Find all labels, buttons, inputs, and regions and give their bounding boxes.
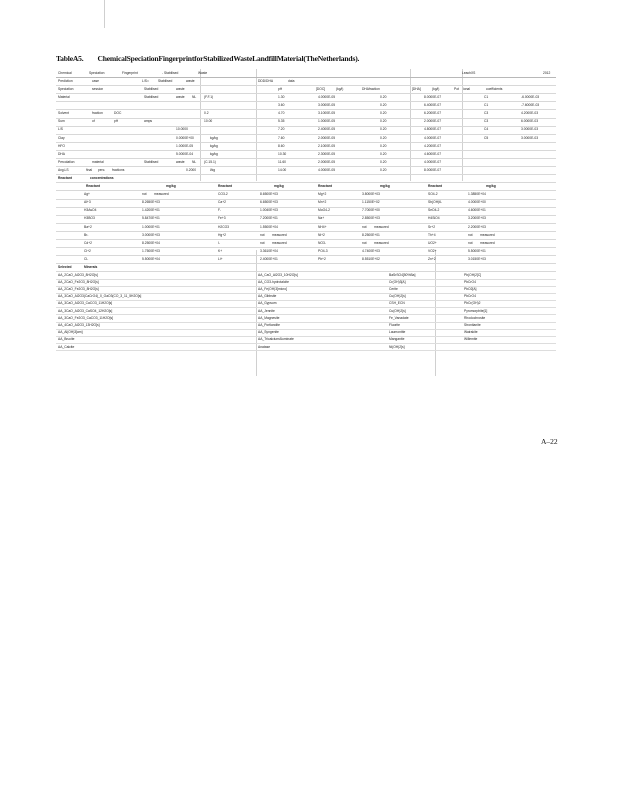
cell: 0.2000 xyxy=(186,167,197,172)
mineral-name: AA_Calcite xyxy=(58,344,75,349)
cell: Pot xyxy=(454,86,459,91)
reactant-name: H2CO3 xyxy=(218,224,229,229)
cell: 2012 xyxy=(543,70,551,75)
reactant-name: Sr+2 xyxy=(428,224,436,229)
reactant-name: Ba+2 xyxy=(84,224,92,229)
cell: mg/kg xyxy=(166,184,176,189)
cell: LeachXS xyxy=(462,70,476,75)
reactant-row xyxy=(56,191,556,199)
cell: 4.6000E-07 xyxy=(424,151,442,156)
cell: 2.3000E-05 xyxy=(318,151,336,156)
mineral-row xyxy=(56,308,556,315)
cell: 1.0000E-05 xyxy=(318,119,336,124)
reactant-row xyxy=(56,216,556,224)
mineral-row xyxy=(56,344,556,351)
mineral-row xyxy=(56,280,556,287)
mineral-name: AA_TricalciumAluminate xyxy=(258,337,294,342)
cell: 2.1000E-05 xyxy=(318,143,336,148)
cell: (C.15.1) xyxy=(204,159,216,164)
table-row xyxy=(56,167,556,175)
cell: kg/kg xyxy=(210,135,218,140)
mineral-name: BaSrSO4[50%Ba] xyxy=(389,272,416,277)
cell: 0.20 xyxy=(380,151,387,156)
cell: 4.0000E-05 xyxy=(318,95,336,100)
cell: Reactant xyxy=(86,184,100,189)
mineral-name: AA_3CaO_Al2O3_CaSO4_12H2O[s] xyxy=(58,308,113,313)
cell: 0.20 xyxy=(380,119,387,124)
cell: 3.0000E-03 xyxy=(521,135,539,140)
cell: 6.0000E-03 xyxy=(521,119,539,124)
reactant-value: measured xyxy=(154,192,169,197)
mineral-name: Wairakite xyxy=(464,330,478,335)
cell: 8.0000E-07 xyxy=(424,95,442,100)
reactant-name: SO4-2 xyxy=(428,192,438,197)
cell: 0.20 xyxy=(380,103,387,108)
cell: Waste xyxy=(198,70,208,75)
info-row xyxy=(56,78,556,86)
mineral-row xyxy=(56,337,556,344)
cell: Speciation xyxy=(89,70,105,75)
mineral-name: AA_4CaO_Al2O3_13H2O[s] xyxy=(58,323,100,328)
mineral-name: Cu(OH)2[s] xyxy=(389,308,406,313)
mineral-row xyxy=(56,294,556,301)
cell: waste xyxy=(186,78,195,83)
cell: 5.0000E-04 xyxy=(176,151,194,156)
reactant-row xyxy=(56,240,556,248)
cell: material xyxy=(92,159,104,164)
reactant-value: not xyxy=(468,232,473,237)
mineral-rows xyxy=(56,272,556,351)
cell: 10.30 xyxy=(278,151,287,156)
reactant-name: H3BO3 xyxy=(84,216,95,221)
cell: - Stabilised xyxy=(162,70,179,75)
cell: 3.0000E-05 xyxy=(318,103,336,108)
reactant-name: Hg+2 xyxy=(218,232,226,237)
reactant-name: Br- xyxy=(84,232,89,237)
cell: C1 xyxy=(484,95,489,100)
mineral-name: PbCrO4 xyxy=(464,279,476,284)
reactant-name: I- xyxy=(218,240,221,245)
mineral-name: AA_CO3-hydrotalcite xyxy=(258,279,289,284)
reactant-value: 8.2500E+01 xyxy=(362,232,380,237)
cell: l/kg xyxy=(210,167,216,172)
reactant-name: Li+ xyxy=(218,256,223,261)
cell: Chemical xyxy=(58,70,72,75)
reactant-value: 6.6500E+03 xyxy=(260,200,278,205)
cell: fraction xyxy=(92,111,103,116)
mineral-name: AA_Portlandite xyxy=(258,323,280,328)
mineral-row xyxy=(56,315,556,322)
mineral-name: Pyromorphite[1] xyxy=(464,308,488,313)
mineral-row xyxy=(56,287,556,294)
cell: (kg/l) xyxy=(432,86,440,91)
cell: C3 xyxy=(484,119,489,124)
cell: 8.60 xyxy=(278,143,285,148)
cell: 1.0000E-05 xyxy=(176,143,194,148)
cell: Solvent xyxy=(58,111,69,116)
cell: 2.4000E-05 xyxy=(318,127,336,132)
cell: Stabilised xyxy=(144,95,159,100)
cell: pH xyxy=(278,86,283,91)
cell: data xyxy=(288,78,295,83)
cell: HFO xyxy=(58,143,65,148)
page-number: A–22 xyxy=(541,437,558,446)
mineral-name: AA_CaO_Al2O3_10H2O[s] xyxy=(258,272,298,277)
cell: fractions xyxy=(112,167,125,172)
cell: 0.20 xyxy=(380,127,387,132)
cell: concentrations xyxy=(90,176,114,181)
cell: Percolation xyxy=(58,159,75,164)
cell: 6.4000E-07 xyxy=(424,103,442,108)
reactant-row xyxy=(56,232,556,240)
cell: mg/kg xyxy=(380,184,390,189)
reactant-value: 3.3610E+04 xyxy=(260,248,278,253)
mineral-name: Manganite xyxy=(389,337,405,342)
reactant-value: 3.0000E+03 xyxy=(142,232,160,237)
cell: Reactant xyxy=(218,184,232,189)
mineral-row xyxy=(56,272,556,279)
reactant-value: measured xyxy=(374,224,389,229)
cell: waste xyxy=(176,159,185,164)
cell: (kg/l) xyxy=(336,86,344,91)
cell: mg/kg xyxy=(486,184,496,189)
cell: pH xyxy=(114,119,119,124)
reactant-value: 1.5500E+04 xyxy=(260,224,278,229)
mineral-name: Strontianite xyxy=(464,323,481,328)
cell: waste xyxy=(176,86,185,91)
mineral-name: Fluorite xyxy=(389,323,400,328)
cell: 1.30 xyxy=(278,95,285,100)
reactant-name: Ag+ xyxy=(84,192,90,197)
mineral-name: Laumontite xyxy=(389,330,406,335)
reactant-value: 2.4000E+01 xyxy=(260,256,278,261)
reactant-value: 5.5000E+04 xyxy=(142,256,160,261)
mineral-name: AA_Jennite xyxy=(258,308,275,313)
cell: NL xyxy=(192,159,197,164)
reactant-rows xyxy=(56,191,556,264)
cell: mg/kg xyxy=(274,184,284,189)
cell: C5 xyxy=(484,135,489,140)
cell: 4.0000E-07 xyxy=(424,135,442,140)
cell: Selected xyxy=(58,265,72,270)
cell: 4.2000E-03 xyxy=(521,111,539,116)
reactant-value: 8.6500E+03 xyxy=(260,192,278,197)
cell: Fingerprint xyxy=(122,70,138,75)
reactant-name: H4SiO4 xyxy=(428,216,440,221)
mineral-name: AA_Brucite xyxy=(58,337,75,342)
cell: final xyxy=(86,167,93,172)
cell: Avg.LS xyxy=(58,167,69,172)
reactant-name: UO2+ xyxy=(428,240,437,245)
reactant-name: Fe+3 xyxy=(218,216,226,221)
reactant-section-title xyxy=(56,175,556,183)
cell: 5.35 xyxy=(278,119,285,124)
minerals-section-title xyxy=(56,264,556,272)
table-row xyxy=(56,119,556,127)
cell: 10.0000 xyxy=(176,127,188,132)
cell: 14.00 xyxy=(278,167,287,172)
reactant-value: 3.2000E+03 xyxy=(468,216,486,221)
cell: [DHA] xyxy=(412,86,421,91)
cell: 2.0000E-05 xyxy=(318,135,336,140)
reactant-value: 5.8470E+01 xyxy=(142,216,160,221)
reactant-value: not xyxy=(260,240,265,245)
main-rows xyxy=(56,94,556,175)
cell: (F.F.1) xyxy=(204,95,214,100)
reactant-name: Sb(OH)6- xyxy=(428,200,443,205)
cell: 6.2000E-07 xyxy=(424,111,442,116)
cell: DOC xyxy=(114,111,122,116)
reactant-value: 1.4200E+01 xyxy=(142,208,160,213)
mineral-name: AA_Syngenite xyxy=(258,330,279,335)
reactant-value: 2.8500E+03 xyxy=(362,216,380,221)
table-caption: ChemicalSpeciationFingerprintforStabilizedWasteLandfillMaterial(TheNetherlands). xyxy=(97,54,360,63)
reactant-value: measured xyxy=(272,240,287,245)
mineral-name: AA_Gypsum xyxy=(258,301,277,306)
cell: -7.6000E-03 xyxy=(521,103,540,108)
cell: Speciation xyxy=(58,86,74,91)
reactant-value: 3.0150E+03 xyxy=(468,256,486,261)
cell: C4 xyxy=(484,127,489,132)
mineral-name: Cr(OH)3[A] xyxy=(389,279,406,284)
reactant-name: Ca+2 xyxy=(218,200,226,205)
reactant-name: F- xyxy=(218,208,222,213)
cell: C1 xyxy=(484,103,489,108)
reactant-value: 1.0000E+01 xyxy=(142,224,160,229)
reactant-value: not xyxy=(362,224,367,229)
table-row xyxy=(56,135,556,143)
cell: Stabilised xyxy=(144,86,159,91)
reactant-value: 7.7000E+00 xyxy=(362,208,380,213)
reactant-name: PO4-3 xyxy=(318,248,328,253)
cell: 3.0000E-03 xyxy=(521,127,539,132)
reactant-value: 1.7500E+03 xyxy=(142,248,160,253)
cell: [DOC] xyxy=(316,86,326,91)
reactant-value: 8.2650E+03 xyxy=(142,200,160,205)
reactant-value: measured xyxy=(272,232,287,237)
reactant-name: Pb+2 xyxy=(318,256,326,261)
mineral-name: Anatase xyxy=(258,344,271,349)
cell: Stabilised xyxy=(144,159,159,164)
reactant-value: 4.6000E+01 xyxy=(468,208,486,213)
table-row xyxy=(56,127,556,135)
cell: Material xyxy=(58,95,70,100)
cell: kg/kg xyxy=(210,143,218,148)
reactant-row xyxy=(56,224,556,232)
mineral-name: AA_2CaO_Al2O3_8H2O[s] xyxy=(58,272,98,277)
cell: 4.8000E-07 xyxy=(424,127,442,132)
mineral-name: PbCrO4 xyxy=(464,294,476,299)
cell: NL xyxy=(192,95,197,100)
cell: DDD/DHA xyxy=(258,78,274,83)
reactant-value: measured xyxy=(480,240,495,245)
cell: Stabilised xyxy=(158,78,173,83)
reactant-name: VO2+ xyxy=(428,248,437,253)
reactant-name: Mg+2 xyxy=(318,192,327,197)
mineral-name: Ni(OH)2[s] xyxy=(389,344,405,349)
cell: 4.70 xyxy=(278,111,285,116)
cell: 0.20 xyxy=(380,143,387,148)
mineral-name: AA_2CaO_Fe2O3_8H2O[s] xyxy=(58,287,99,292)
reactant-value: 8.2500E+04 xyxy=(142,240,160,245)
cell: amps xyxy=(144,119,153,124)
mineral-name: AA_3CaO_Fe2O3_CaCO3_11H2O[s] xyxy=(58,315,114,320)
cell: DHA xyxy=(58,151,65,156)
cell: Reactant xyxy=(318,184,332,189)
cell: 7.20 xyxy=(278,127,285,132)
mineral-name: PbCr(OH)2 xyxy=(464,301,481,306)
cell: 0.20 xyxy=(380,167,387,172)
cell: 10.00 xyxy=(204,119,213,124)
reactant-value: not xyxy=(362,240,367,245)
table-header-row xyxy=(56,70,556,78)
mineral-row xyxy=(56,301,556,308)
table-row xyxy=(56,143,556,151)
mineral-name: Cerite xyxy=(389,287,398,292)
cell: 3.60 xyxy=(278,103,285,108)
reactant-name: Cd+2 xyxy=(84,240,92,245)
reactant-name: Th+4 xyxy=(428,232,436,237)
cell: -6.0000E-03 xyxy=(521,95,540,100)
mineral-row xyxy=(56,323,556,330)
mineral-name: CSH_ECN xyxy=(389,301,405,306)
reactant-value: 5.5000E+01 xyxy=(468,248,486,253)
cell: 0.20 xyxy=(380,159,387,164)
reactant-name: Cl- xyxy=(84,256,89,261)
reactant-row xyxy=(56,200,556,208)
cell: session xyxy=(92,86,104,91)
cell: waste xyxy=(176,95,185,100)
cell: 4.0000E-07 xyxy=(424,159,442,164)
cell: 11.60 xyxy=(278,159,287,164)
table-row xyxy=(56,159,556,167)
page-title xyxy=(56,54,359,63)
mineral-name: Cu(OH)2[s] xyxy=(389,294,406,299)
margin-line xyxy=(104,0,105,28)
mineral-row xyxy=(56,330,556,337)
table-row xyxy=(56,102,556,110)
reactant-value: not xyxy=(468,240,473,245)
cell: Minerals xyxy=(84,265,98,270)
mineral-name: Pb(OH)2[C] xyxy=(464,272,482,277)
mineral-name: Fe_Vanadate xyxy=(389,315,409,320)
reactant-name: H3AsO4 xyxy=(84,208,97,213)
cell: perc. xyxy=(98,167,106,172)
info-row xyxy=(56,86,556,94)
cell: 7.60 xyxy=(278,135,285,140)
mineral-name: Willemite xyxy=(464,337,478,342)
table-row xyxy=(56,94,556,102)
cell: ional xyxy=(463,86,470,91)
reactant-value: 3.8000E+03 xyxy=(362,192,380,197)
cell: 3.1000E-05 xyxy=(318,111,336,116)
reactant-row xyxy=(56,248,556,256)
reactant-name: MoO4-2 xyxy=(318,208,330,213)
reactant-name: Cl+2 xyxy=(84,248,91,253)
reactant-name: Mn+2 xyxy=(318,200,327,205)
speciation-table xyxy=(56,70,556,351)
cell: 0.20 xyxy=(380,111,387,116)
mineral-name: AA_Fe(OH)3[micro] xyxy=(258,287,287,292)
cell: 2.0000E-07 xyxy=(424,119,442,124)
mineral-name: PbO2[A] xyxy=(464,287,477,292)
reactant-name: SeO4-2 xyxy=(428,208,440,213)
cell: C3 xyxy=(484,111,489,116)
cell: Prediction xyxy=(58,78,73,83)
cell: Sum xyxy=(58,119,65,124)
reactant-name: K+ xyxy=(218,248,223,253)
cell: 4.2000E-07 xyxy=(424,143,442,148)
cell: 2.0000E-05 xyxy=(318,159,336,164)
cell: 0.2 xyxy=(204,111,209,116)
cell: Clay xyxy=(58,135,65,140)
cell: 8.0000E-07 xyxy=(424,167,442,172)
reactant-value: not xyxy=(142,192,147,197)
cell: L/S= xyxy=(142,78,149,83)
reactant-row xyxy=(56,256,556,264)
cell: kg/kg xyxy=(210,151,218,156)
reactant-value: 4.7400E+03 xyxy=(362,248,380,253)
reactant-header-row xyxy=(56,183,556,191)
reactant-name: Na+ xyxy=(318,216,325,221)
cell: 0.20 xyxy=(380,95,387,100)
mineral-name: AA_2CaO_Fe2O3_8H2O[s] xyxy=(58,279,99,284)
cell: 0.20 xyxy=(380,135,387,140)
mineral-name: AA_Magnesite xyxy=(258,315,280,320)
reactant-value: 1.0040E+03 xyxy=(260,208,278,213)
table-row xyxy=(56,110,556,118)
mineral-name: AA_3CaO_Al2O3_CaCO3_11H2O[s] xyxy=(58,301,113,306)
reactant-value: 1.3850E+04 xyxy=(468,192,486,197)
cell: 4.0000E-05 xyxy=(318,167,336,172)
cell: of xyxy=(92,119,95,124)
mineral-name: Rhodochrosite xyxy=(464,315,486,320)
cell: Reactant xyxy=(428,184,442,189)
reactant-name: Zn+2 xyxy=(428,256,436,261)
mineral-name: AA_Gibbsite xyxy=(258,294,277,299)
reactant-value: measured xyxy=(480,232,495,237)
reactant-name: NO3- xyxy=(318,240,326,245)
cell: case xyxy=(92,78,99,83)
cell: coefficients xyxy=(486,86,503,91)
table-row xyxy=(56,151,556,159)
reactant-value: 1.1150E+02 xyxy=(362,200,380,205)
cell: 0.0000E+00 xyxy=(176,135,194,140)
reactant-value: 8.5510E+02 xyxy=(362,256,380,261)
reactant-value: measured xyxy=(374,240,389,245)
reactant-value: not xyxy=(260,232,265,237)
mineral-name: AA_3CaO_Al2O3(CaCrO4)_0_OaO3(CO_3_11_5H2O[s] xyxy=(58,294,142,299)
reactant-name: Ni+2 xyxy=(318,232,325,237)
cell: Reactant xyxy=(58,176,72,181)
cell: DHAfraction xyxy=(362,86,380,91)
table-label: TableA5. xyxy=(56,54,84,63)
reactant-value: 2.2000E+03 xyxy=(468,224,486,229)
reactant-name: CO3-2 xyxy=(218,192,228,197)
mineral-name: AA_Al(OH)3[am] xyxy=(58,330,83,335)
reactant-row xyxy=(56,208,556,216)
reactant-name: Al+3 xyxy=(84,200,91,205)
reactant-value: 4.0000E+00 xyxy=(468,200,486,205)
cell: L/S xyxy=(58,127,63,132)
reactant-name: NH4+ xyxy=(318,224,327,229)
reactant-value: 7.2000E+01 xyxy=(260,216,278,221)
